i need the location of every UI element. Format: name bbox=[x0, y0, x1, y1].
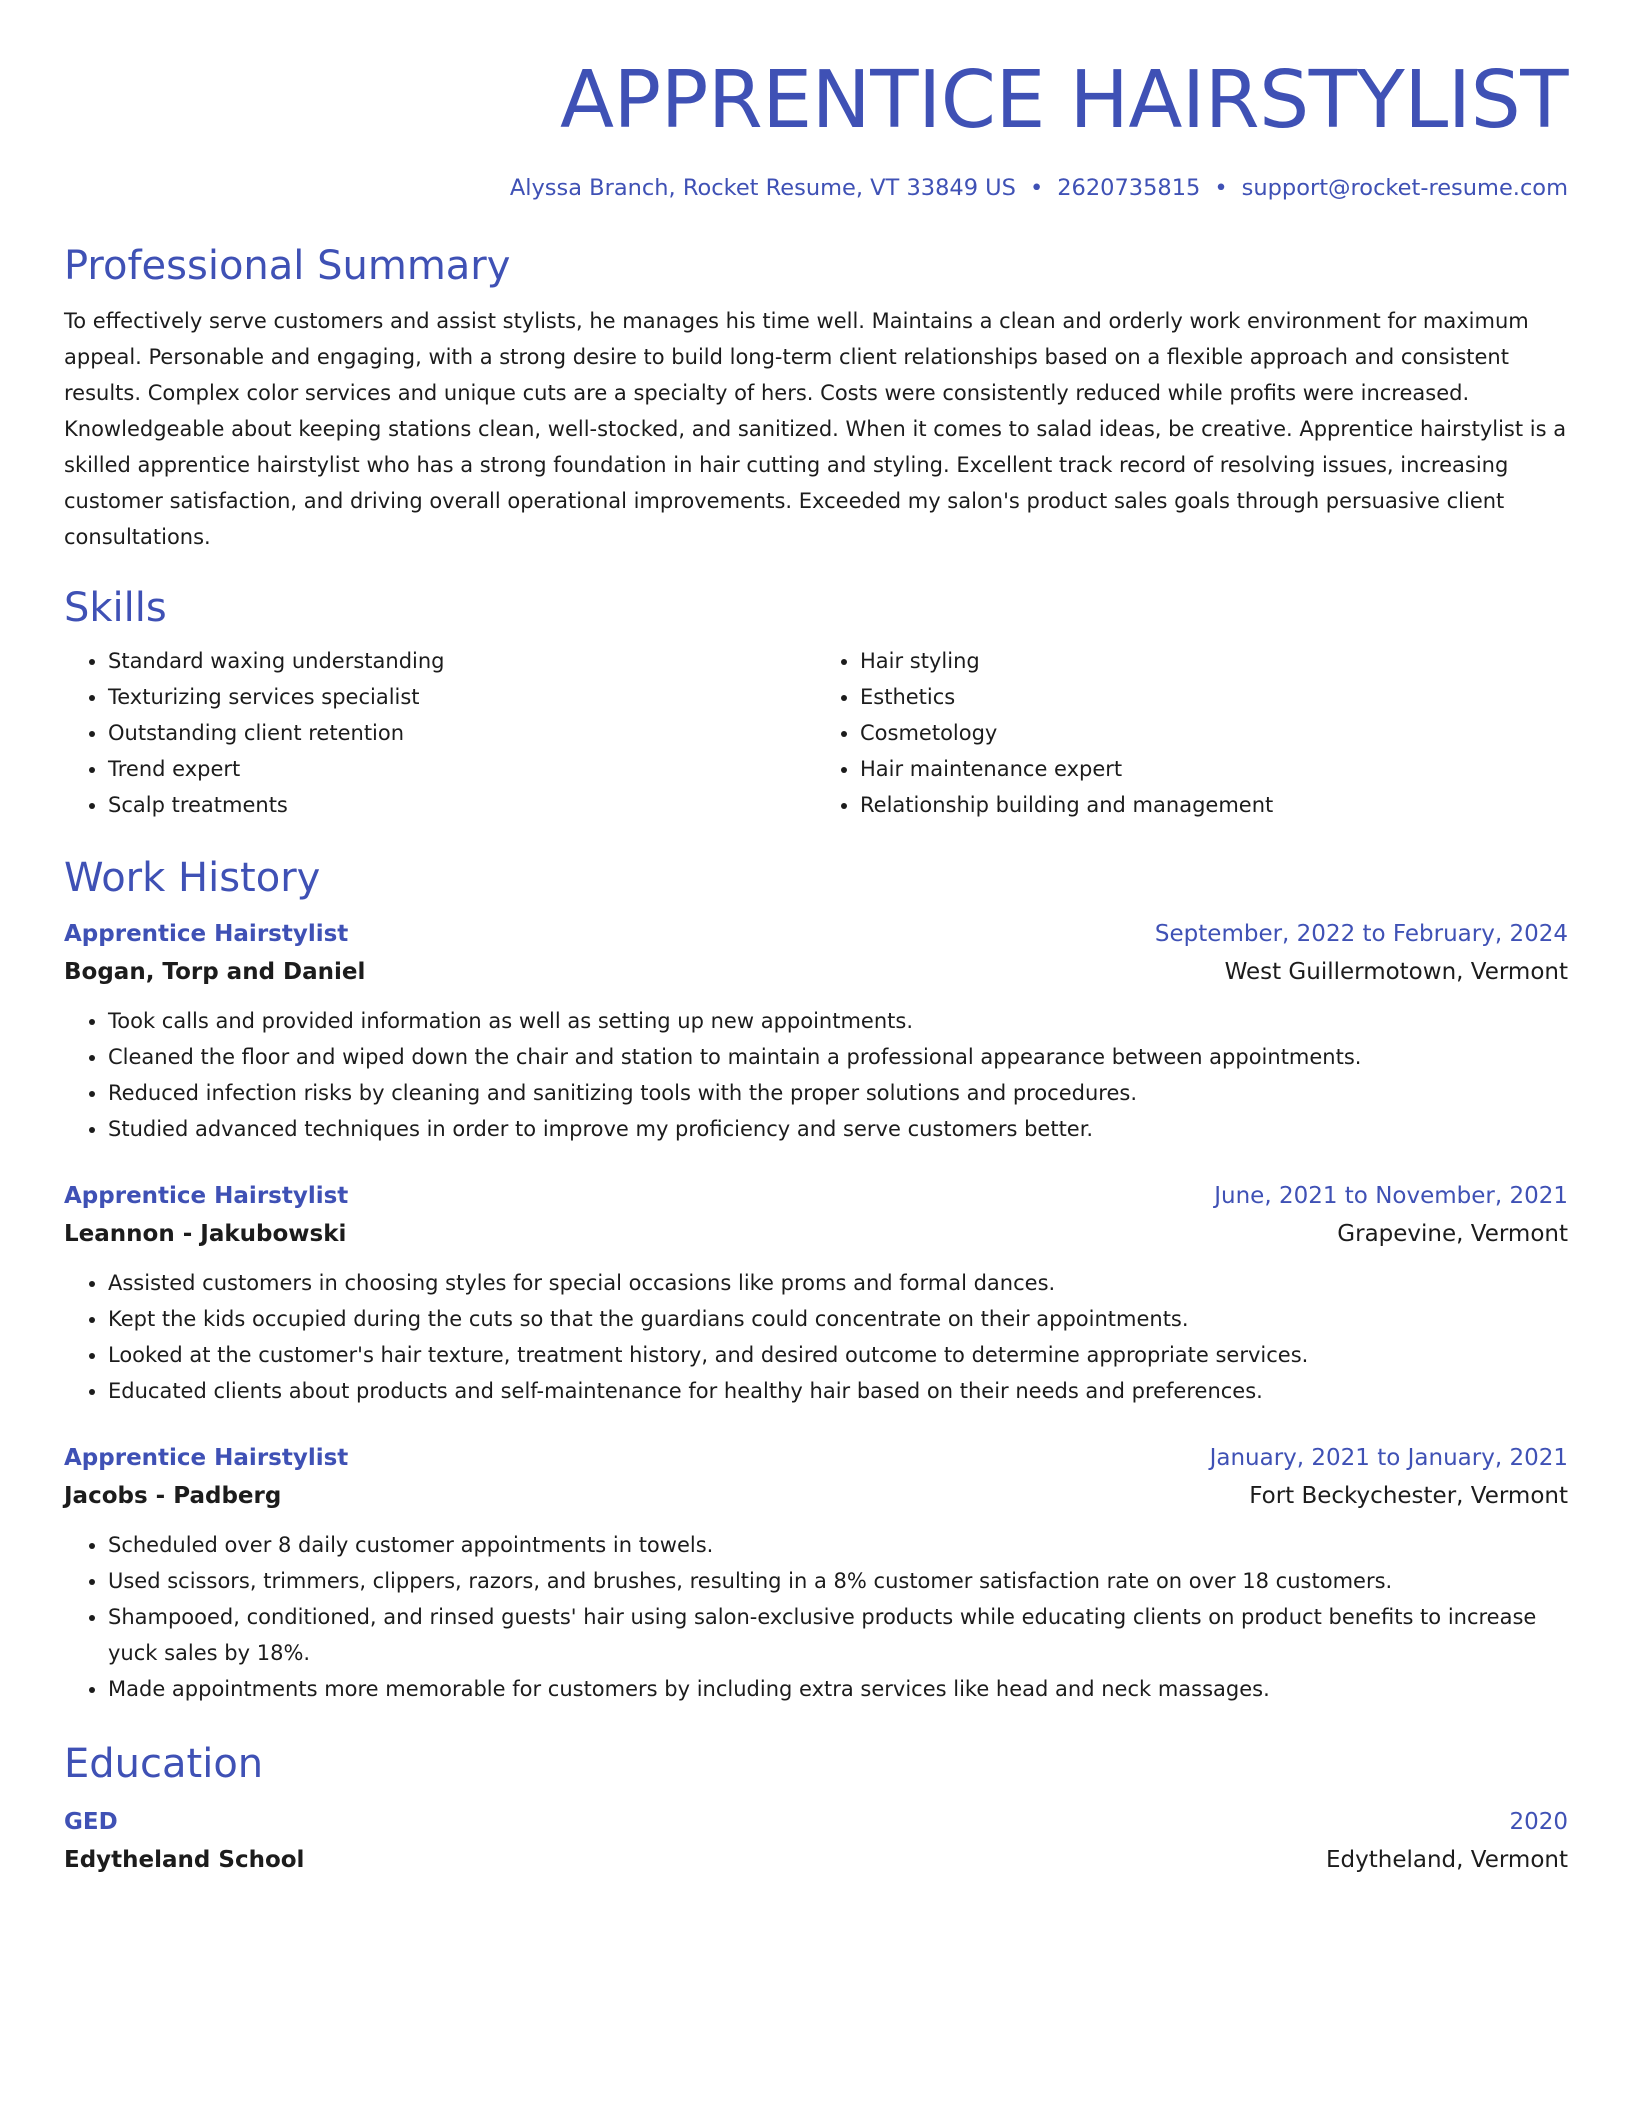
candidate-title: APPRENTICE HAIRSTYLIST bbox=[560, 54, 1568, 146]
job-entry bbox=[64, 915, 1568, 1147]
job-title: Apprentice Hairstylist bbox=[64, 921, 349, 947]
education-location: Edytheland, Vermont bbox=[1326, 1847, 1568, 1873]
job-location: Grapevine, Vermont bbox=[1337, 1221, 1568, 1247]
contact-line bbox=[64, 173, 1568, 203]
job-bullet: • Cleaned the floor and wiped down the chair and station to maintain a professional appearance between appointments. bbox=[108, 1039, 1568, 1075]
skills-column-left bbox=[64, 643, 816, 823]
job-bullet: • Assisted customers in choosing styles for special occasions like proms and formal dances. bbox=[108, 1265, 1568, 1301]
skill-item: • Standard waxing understanding bbox=[108, 643, 816, 679]
education-header-row bbox=[64, 1803, 1568, 1841]
contact-address: Alyssa Branch, Rocket Resume, VT 33849 US bbox=[509, 175, 1016, 201]
job-company: Leannon - Jakubowski bbox=[64, 1221, 347, 1247]
education-degree: GED bbox=[64, 1809, 118, 1835]
skill-item: • Hair styling bbox=[860, 643, 1568, 679]
job-bullet: • Looked at the customer's hair texture, treatment history, and desired outcome to determine appropriate services. bbox=[108, 1337, 1568, 1373]
summary-text: To effectively serve customers and assist stylists, he manages his time well. Maintains a clean and orderly work environment for maximum appeal. Personable and engaging, with a strong desire to build long-term client relationships based on a flexible approach and consistent results. Complex color services and unique cuts are a specialty of hers. Costs were consistently reduced while profits were increased. Knowledgeable about keeping stations clean, well-stocked, and sanitized. When it comes to salad ideas, be creative. Apprentice hairstylist is a skilled apprentice hairstylist who has a strong foundation in hair cutting and styling. Excellent track record of resolving issues, increasing customer satisfaction, and driving overall operational improvements. Exceeded my salon's product sales goals through persuasive client consultations. bbox=[64, 309, 1567, 549]
job-title: Apprentice Hairstylist bbox=[64, 1183, 349, 1209]
job-bullet: • Used scissors, trimmers, clippers, razors, and brushes, resulting in a 8% customer satisfaction rate on over 18 customers. bbox=[108, 1563, 1568, 1599]
skills-column-right bbox=[816, 643, 1568, 823]
job-entry bbox=[64, 1439, 1568, 1707]
education-school: Edytheland School bbox=[64, 1847, 305, 1873]
job-company-row bbox=[64, 1215, 1568, 1253]
skill-item: • Esthetics bbox=[860, 679, 1568, 715]
job-dates: January, 2021 to January, 2021 bbox=[1209, 1445, 1568, 1471]
skill-item: • Trend expert bbox=[108, 751, 816, 787]
job-bullet: • Studied advanced techniques in order to improve my proficiency and serve customers better. bbox=[108, 1111, 1568, 1147]
job-bullet: • Took calls and provided information as well as setting up new appointments. bbox=[108, 1003, 1568, 1039]
job-dates: June, 2021 to November, 2021 bbox=[1214, 1183, 1568, 1209]
education-year: 2020 bbox=[1509, 1809, 1568, 1835]
job-header-row bbox=[64, 1439, 1568, 1477]
skill-item: • Relationship building and management bbox=[860, 787, 1568, 823]
job-bullets bbox=[64, 1265, 1568, 1409]
job-entry bbox=[64, 1177, 1568, 1409]
contact-separator: • bbox=[1214, 175, 1228, 201]
education-entry bbox=[64, 1803, 1568, 1879]
job-title: Apprentice Hairstylist bbox=[64, 1445, 349, 1471]
summary-heading: Professional Summary bbox=[64, 243, 511, 289]
contact-phone: 2620735815 bbox=[1057, 175, 1201, 201]
job-header-row bbox=[64, 915, 1568, 953]
job-location: Fort Beckychester, Vermont bbox=[1249, 1483, 1568, 1509]
job-header-row bbox=[64, 1177, 1568, 1215]
job-bullet: • Kept the kids occupied during the cuts so that the guardians could concentrate on their appointments. bbox=[108, 1301, 1568, 1337]
contact-email[interactable]: support@rocket-resume.com bbox=[1241, 175, 1568, 201]
job-bullets bbox=[64, 1003, 1568, 1147]
job-location: West Guillermotown, Vermont bbox=[1224, 959, 1568, 985]
job-bullet: • Made appointments more memorable for customers by including extra services like head and neck massages. bbox=[108, 1671, 1568, 1707]
job-bullet: • Educated clients about products and self-maintenance for healthy hair based on their needs and preferences. bbox=[108, 1373, 1568, 1409]
skills-heading: Skills bbox=[64, 585, 167, 631]
skill-item: • Cosmetology bbox=[860, 715, 1568, 751]
job-company: Bogan, Torp and Daniel bbox=[64, 959, 366, 985]
education-heading: Education bbox=[64, 1741, 264, 1787]
job-dates: September, 2022 to February, 2024 bbox=[1154, 921, 1568, 947]
job-bullets bbox=[64, 1527, 1568, 1707]
education-school-row bbox=[64, 1841, 1568, 1879]
job-bullet: • Reduced infection risks by cleaning and sanitizing tools with the proper solutions and procedures. bbox=[108, 1075, 1568, 1111]
skill-item: • Texturizing services specialist bbox=[108, 679, 816, 715]
job-bullet: • Shampooed, conditioned, and rinsed guests' hair using salon-exclusive products while educating clients on product benefits to increase yuck sales by 18%. bbox=[108, 1599, 1568, 1671]
resume-header bbox=[64, 50, 1568, 203]
job-company-row bbox=[64, 1477, 1568, 1515]
skill-item: • Hair maintenance expert bbox=[860, 751, 1568, 787]
job-company: Jacobs - Padberg bbox=[64, 1483, 282, 1509]
job-bullet: • Scheduled over 8 daily customer appointments in towels. bbox=[108, 1527, 1568, 1563]
skills-list bbox=[64, 643, 1568, 823]
contact-separator: • bbox=[1029, 175, 1044, 201]
skill-item: • Outstanding client retention bbox=[108, 715, 816, 751]
skill-item: • Scalp treatments bbox=[108, 787, 816, 823]
work-history-heading: Work History bbox=[64, 855, 321, 901]
job-company-row bbox=[64, 953, 1568, 991]
